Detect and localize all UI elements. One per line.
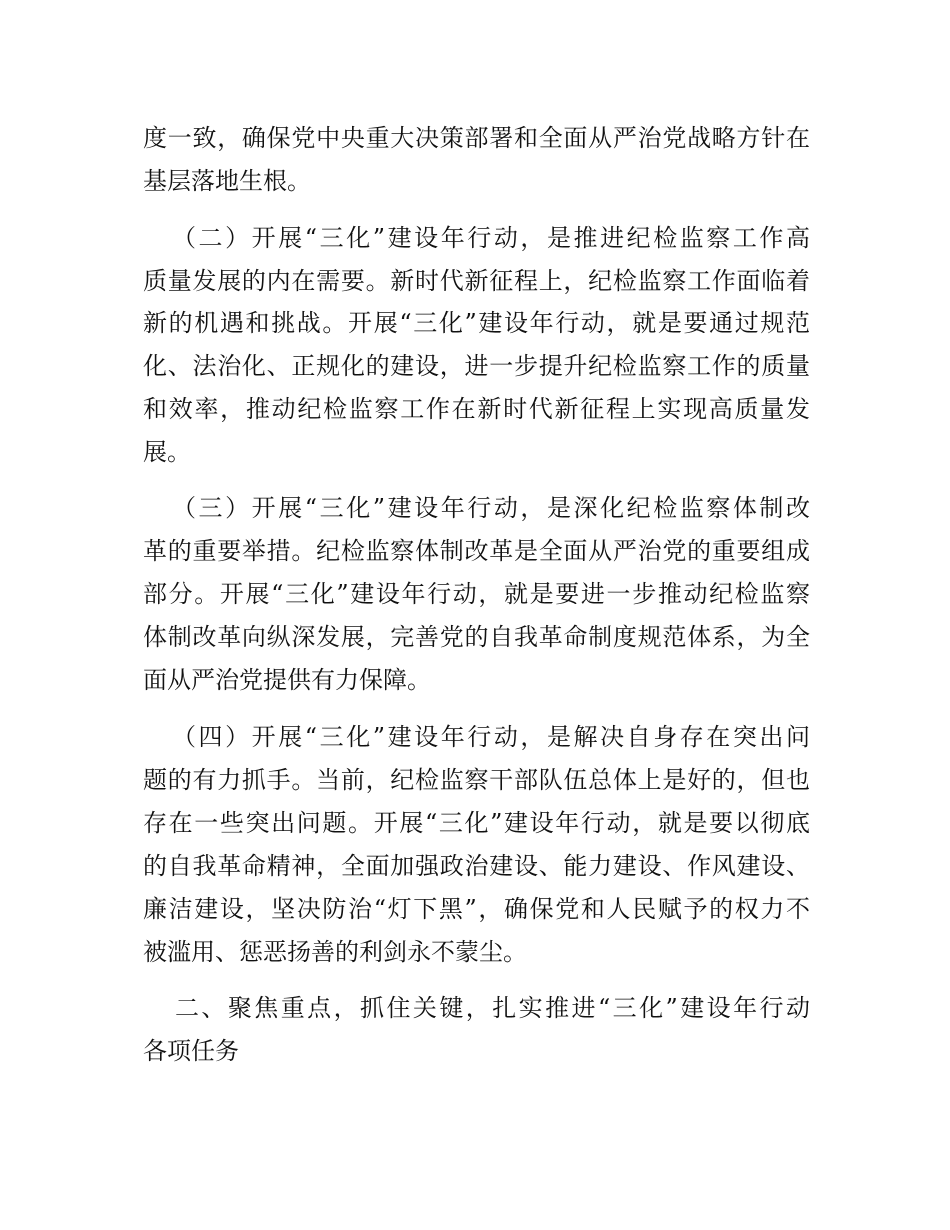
text-line: （二）开展“三化”建设年行动，是推进纪检监察工作高 bbox=[172, 224, 810, 252]
text-line: 存在一些突出问题。开展“三化”建设年行动，就是要以彻底 bbox=[143, 809, 810, 837]
text-line: 新的机遇和挑战。开展“三化”建设年行动，就是要通过规范 bbox=[143, 309, 810, 337]
text-line: 题的有力抓手。当前，纪检监察干部队伍总体上是好的，但也 bbox=[143, 766, 810, 794]
text-line: 化、法治化、正规化的建设，进一步提升纪检监察工作的质量 bbox=[143, 352, 810, 380]
text-line: （四）开展“三化”建设年行动，是解决自身存在突出问 bbox=[172, 723, 810, 751]
text-line: 的自我革命精神，全面加强政治建设、能力建设、作风建设、 bbox=[143, 852, 810, 880]
text-line: （三）开展“三化”建设年行动，是深化纪检监察体制改 bbox=[172, 494, 810, 522]
text-line: 基层落地生根。 bbox=[143, 167, 311, 195]
text-line: 面从严治党提供有力保障。 bbox=[143, 666, 431, 694]
section-heading: 各项任务 bbox=[143, 1037, 239, 1065]
text-line: 体制改革向纵深发展，完善党的自我革命制度规范体系，为全 bbox=[143, 623, 810, 651]
text-line: 质量发展的内在需要。新时代新征程上，纪检监察工作面临着 bbox=[143, 267, 810, 295]
text-line: 被滥用、惩恶扬善的利剑永不蒙尘。 bbox=[143, 938, 527, 966]
text-line: 廉洁建设，坚决防治“灯下黑”，确保党和人民赋予的权力不 bbox=[143, 895, 810, 923]
text-line: 展。 bbox=[143, 438, 191, 466]
text-line: 部分。开展“三化”建设年行动，就是要进一步推动纪检监察 bbox=[143, 580, 810, 608]
section-heading: 二、聚焦重点，抓住关键，扎实推进“三化”建设年行动 bbox=[175, 994, 810, 1022]
text-line: 革的重要举措。纪检监察体制改革是全面从严治党的重要组成 bbox=[143, 537, 810, 565]
text-line: 和效率，推动纪检监察工作在新时代新征程上实现高质量发 bbox=[143, 395, 810, 423]
text-line: 度一致，确保党中央重大决策部署和全面从严治党战略方针在 bbox=[143, 124, 810, 152]
